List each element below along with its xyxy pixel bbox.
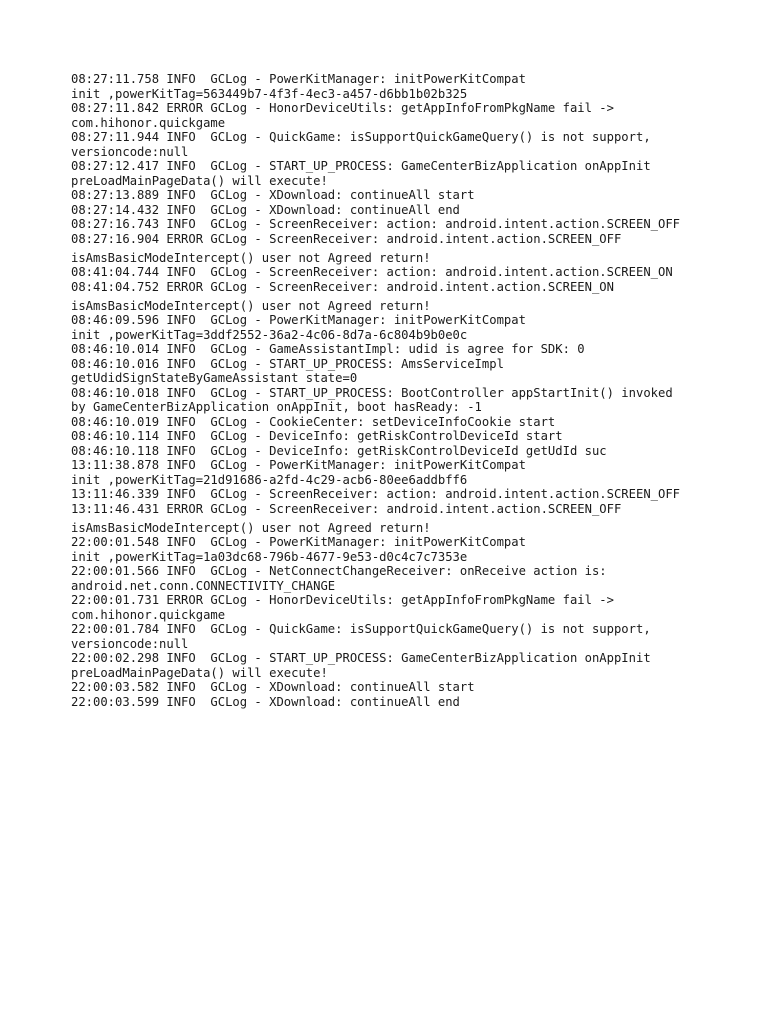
log-line: 22:00:03.582 INFO GCLog - XDownload: continueAll start [71,680,475,694]
log-line: 08:27:11.944 INFO GCLog - QuickGame: isSupportQuickGameQuery() is not support, [71,130,651,144]
log-line: 22:00:02.298 INFO GCLog - START_UP_PROCESS: GameCenterBizApplication onAppInit [71,651,651,665]
log-line: 08:41:04.744 INFO GCLog - ScreenReceiver: action: android.intent.action.SCREEN_ON [71,265,673,279]
log-line: by GameCenterBizApplication onAppInit, boot hasReady: -1 [71,400,482,414]
log-output [71,72,731,709]
log-line: 22:00:01.731 ERROR GCLog - HonorDeviceUtils: getAppInfoFromPkgName fail -> [71,593,614,607]
log-line: preLoadMainPageData() will execute! [71,665,328,680]
log-line: 08:27:11.842 ERROR GCLog - HonorDeviceUtils: getAppInfoFromPkgName fail -> [71,101,614,115]
log-line: 08:46:10.118 INFO GCLog - DeviceInfo: getRiskControlDeviceId getUdId suc [71,443,607,458]
log-line: init ,powerKitTag=1a03dc68-796b-4677-9e53-d0c4c7c7353e [71,549,468,564]
log-line: isAmsBasicModeIntercept() user not Agreed return! [71,250,431,265]
log-line: android.net.conn.CONNECTIVITY_CHANGE [71,578,336,593]
log-line: 08:27:13.889 INFO GCLog - XDownload: continueAll start [71,188,475,202]
log-line: 08:46:10.018 INFO GCLog - START_UP_PROCESS: BootController appStartInit() invoked [71,385,673,400]
log-line: 08:41:04.752 ERROR GCLog - ScreenReceiver: android.intent.action.SCREEN_ON [71,279,614,294]
log-line: 13:11:46.431 ERROR GCLog - ScreenReceiver: android.intent.action.SCREEN_OFF [71,501,622,516]
log-line: com.hihonor.quickgame [71,115,226,130]
log-line: 22:00:01.566 INFO GCLog - NetConnectChangeReceiver: onReceive action is: [71,564,607,578]
log-line: isAmsBasicModeIntercept() user not Agreed return! [71,298,431,313]
log-line: 08:27:14.432 INFO GCLog - XDownload: continueAll end [71,202,460,217]
log-line: 13:11:46.339 INFO GCLog - ScreenReceiver: action: android.intent.action.SCREEN_OFF [71,487,681,501]
log-line: getUdidSignStateByGameAssistant state=0 [71,371,358,385]
log-line: versioncode:null [71,636,189,651]
log-line: 22:00:03.599 INFO GCLog - XDownload: continueAll end [71,694,460,709]
log-line: 08:27:12.417 INFO GCLog - START_UP_PROCESS: GameCenterBizApplication onAppInit [71,159,651,173]
log-line: 08:27:16.904 ERROR GCLog - ScreenReceiver: android.intent.action.SCREEN_OFF [71,231,622,246]
log-line: 22:00:01.548 INFO GCLog - PowerKitManager: initPowerKitCompat [71,535,526,549]
log-line: init ,powerKitTag=21d91686-a2fd-4c29-acb6-80ee6addbff6 [71,472,468,487]
log-line: 08:46:10.016 INFO GCLog - START_UP_PROCESS: AmsServiceImpl [71,356,504,371]
log-line: isAmsBasicModeIntercept() user not Agreed return! [71,520,431,535]
log-line: 08:27:16.743 INFO GCLog - ScreenReceiver: action: android.intent.action.SCREEN_OFF [71,217,681,231]
log-line: versioncode:null [71,144,189,159]
log-line: com.hihonor.quickgame [71,607,226,622]
log-line: preLoadMainPageData() will execute! [71,173,328,188]
log-line: 13:11:38.878 INFO GCLog - PowerKitManager: initPowerKitCompat [71,458,526,472]
log-line: 08:27:11.758 INFO GCLog - PowerKitManager: initPowerKitCompat [71,72,526,86]
log-line: 08:46:10.114 INFO GCLog - DeviceInfo: getRiskControlDeviceId start [71,429,563,443]
log-line: 08:46:10.014 INFO GCLog - GameAssistantImpl: udid is agree for SDK: 0 [71,342,585,356]
log-line: init ,powerKitTag=3ddf2552-36a2-4c06-8d7a-6c804b9b0e0c [71,327,468,342]
log-line: 08:46:10.019 INFO GCLog - CookieCenter: setDeviceInfoCookie start [71,414,556,429]
log-line: 22:00:01.784 INFO GCLog - QuickGame: isSupportQuickGameQuery() is not support, [71,622,651,636]
log-line: 08:46:09.596 INFO GCLog - PowerKitManager: initPowerKitCompat [71,313,526,327]
log-line: init ,powerKitTag=563449b7-4f3f-4ec3-a457-d6bb1b02b325 [71,86,468,101]
